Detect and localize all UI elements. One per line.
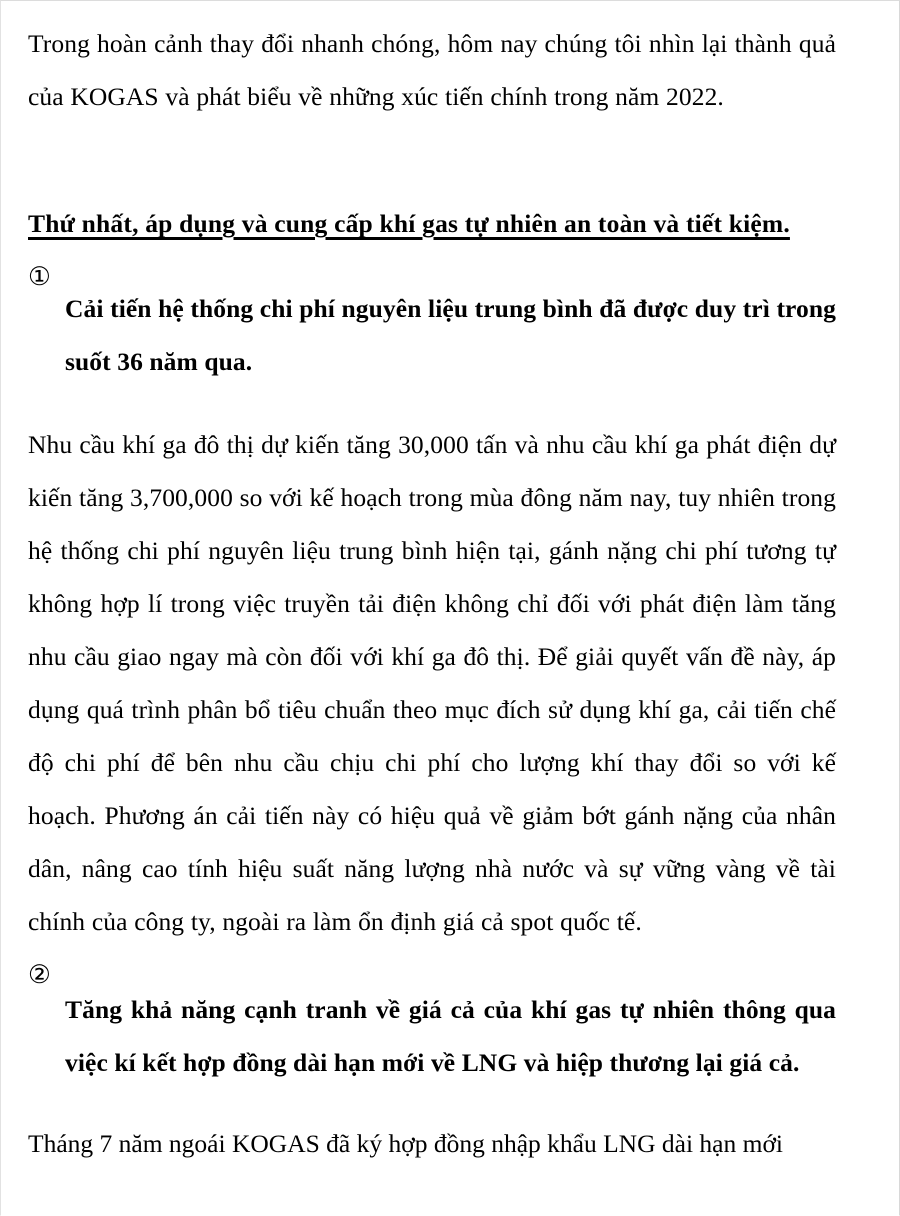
- item-text-2: Tăng khả năng cạnh tranh về giá cả của khí gas tự nhiên thông qua việc kí kết hợp đồng dài hạn mới về LNG và hiệp thương lại giá cả.: [65, 995, 836, 1077]
- numbered-item-2: [28, 948, 836, 1089]
- numbered-item-1: [28, 250, 836, 388]
- section-heading-text: Thứ nhất, áp dụng và cung cấp khí gas tự nhiên an toàn và tiết kiệm.: [28, 209, 790, 238]
- item-marker-1: ①: [28, 262, 51, 291]
- body-paragraph: Nhu cầu khí ga đô thị dự kiến tăng 30,000 tấn và nhu cầu khí ga phát điện dự kiến tăng 3,700,000 so với kế hoạch trong mùa đông năm nay, tuy nhiên trong hệ thống chi phí nguyên liệu trung bình hiện tại, gánh nặng chi phí tương tự không hợp lí trong việc truyền tải điện không chỉ đối với phát điện làm tăng nhu cầu giao ngay mà còn đối với khí ga đô thị. Để giải quyết vấn đề này, áp dụng quá trình phân bổ tiêu chuẩn theo mục đích sử dụng khí ga, cải tiến chế độ chi phí để bên nhu cầu chịu chi phí cho lượng khí thay đổi so với kế hoạch. Phương án cải tiến này có hiệu quả về giảm bớt gánh nặng của nhân dân, nâng cao tính hiệu suất năng lượng nhà nước và sự vững vàng về tài chính của công ty, ngoài ra làm ổn định giá cả spot quốc tế.: [28, 430, 836, 936]
- tail-paragraph: Tháng 7 năm ngoái KOGAS đã ký hợp đồng nhập khẩu LNG dài hạn mới: [28, 1129, 784, 1158]
- item-text-1: Cải tiến hệ thống chi phí nguyên liệu trung bình đã được duy trì trong suốt 36 năm qua.: [65, 294, 836, 376]
- item-marker-2: ②: [28, 960, 51, 989]
- document-content: [28, 1, 836, 1170]
- intro-paragraph: Trong hoàn cảnh thay đổi nhanh chóng, hôm nay chúng tôi nhìn lại thành quả của KOGAS và phát biểu về những xúc tiến chính trong năm 2022.: [28, 29, 836, 111]
- section-heading: [28, 123, 836, 250]
